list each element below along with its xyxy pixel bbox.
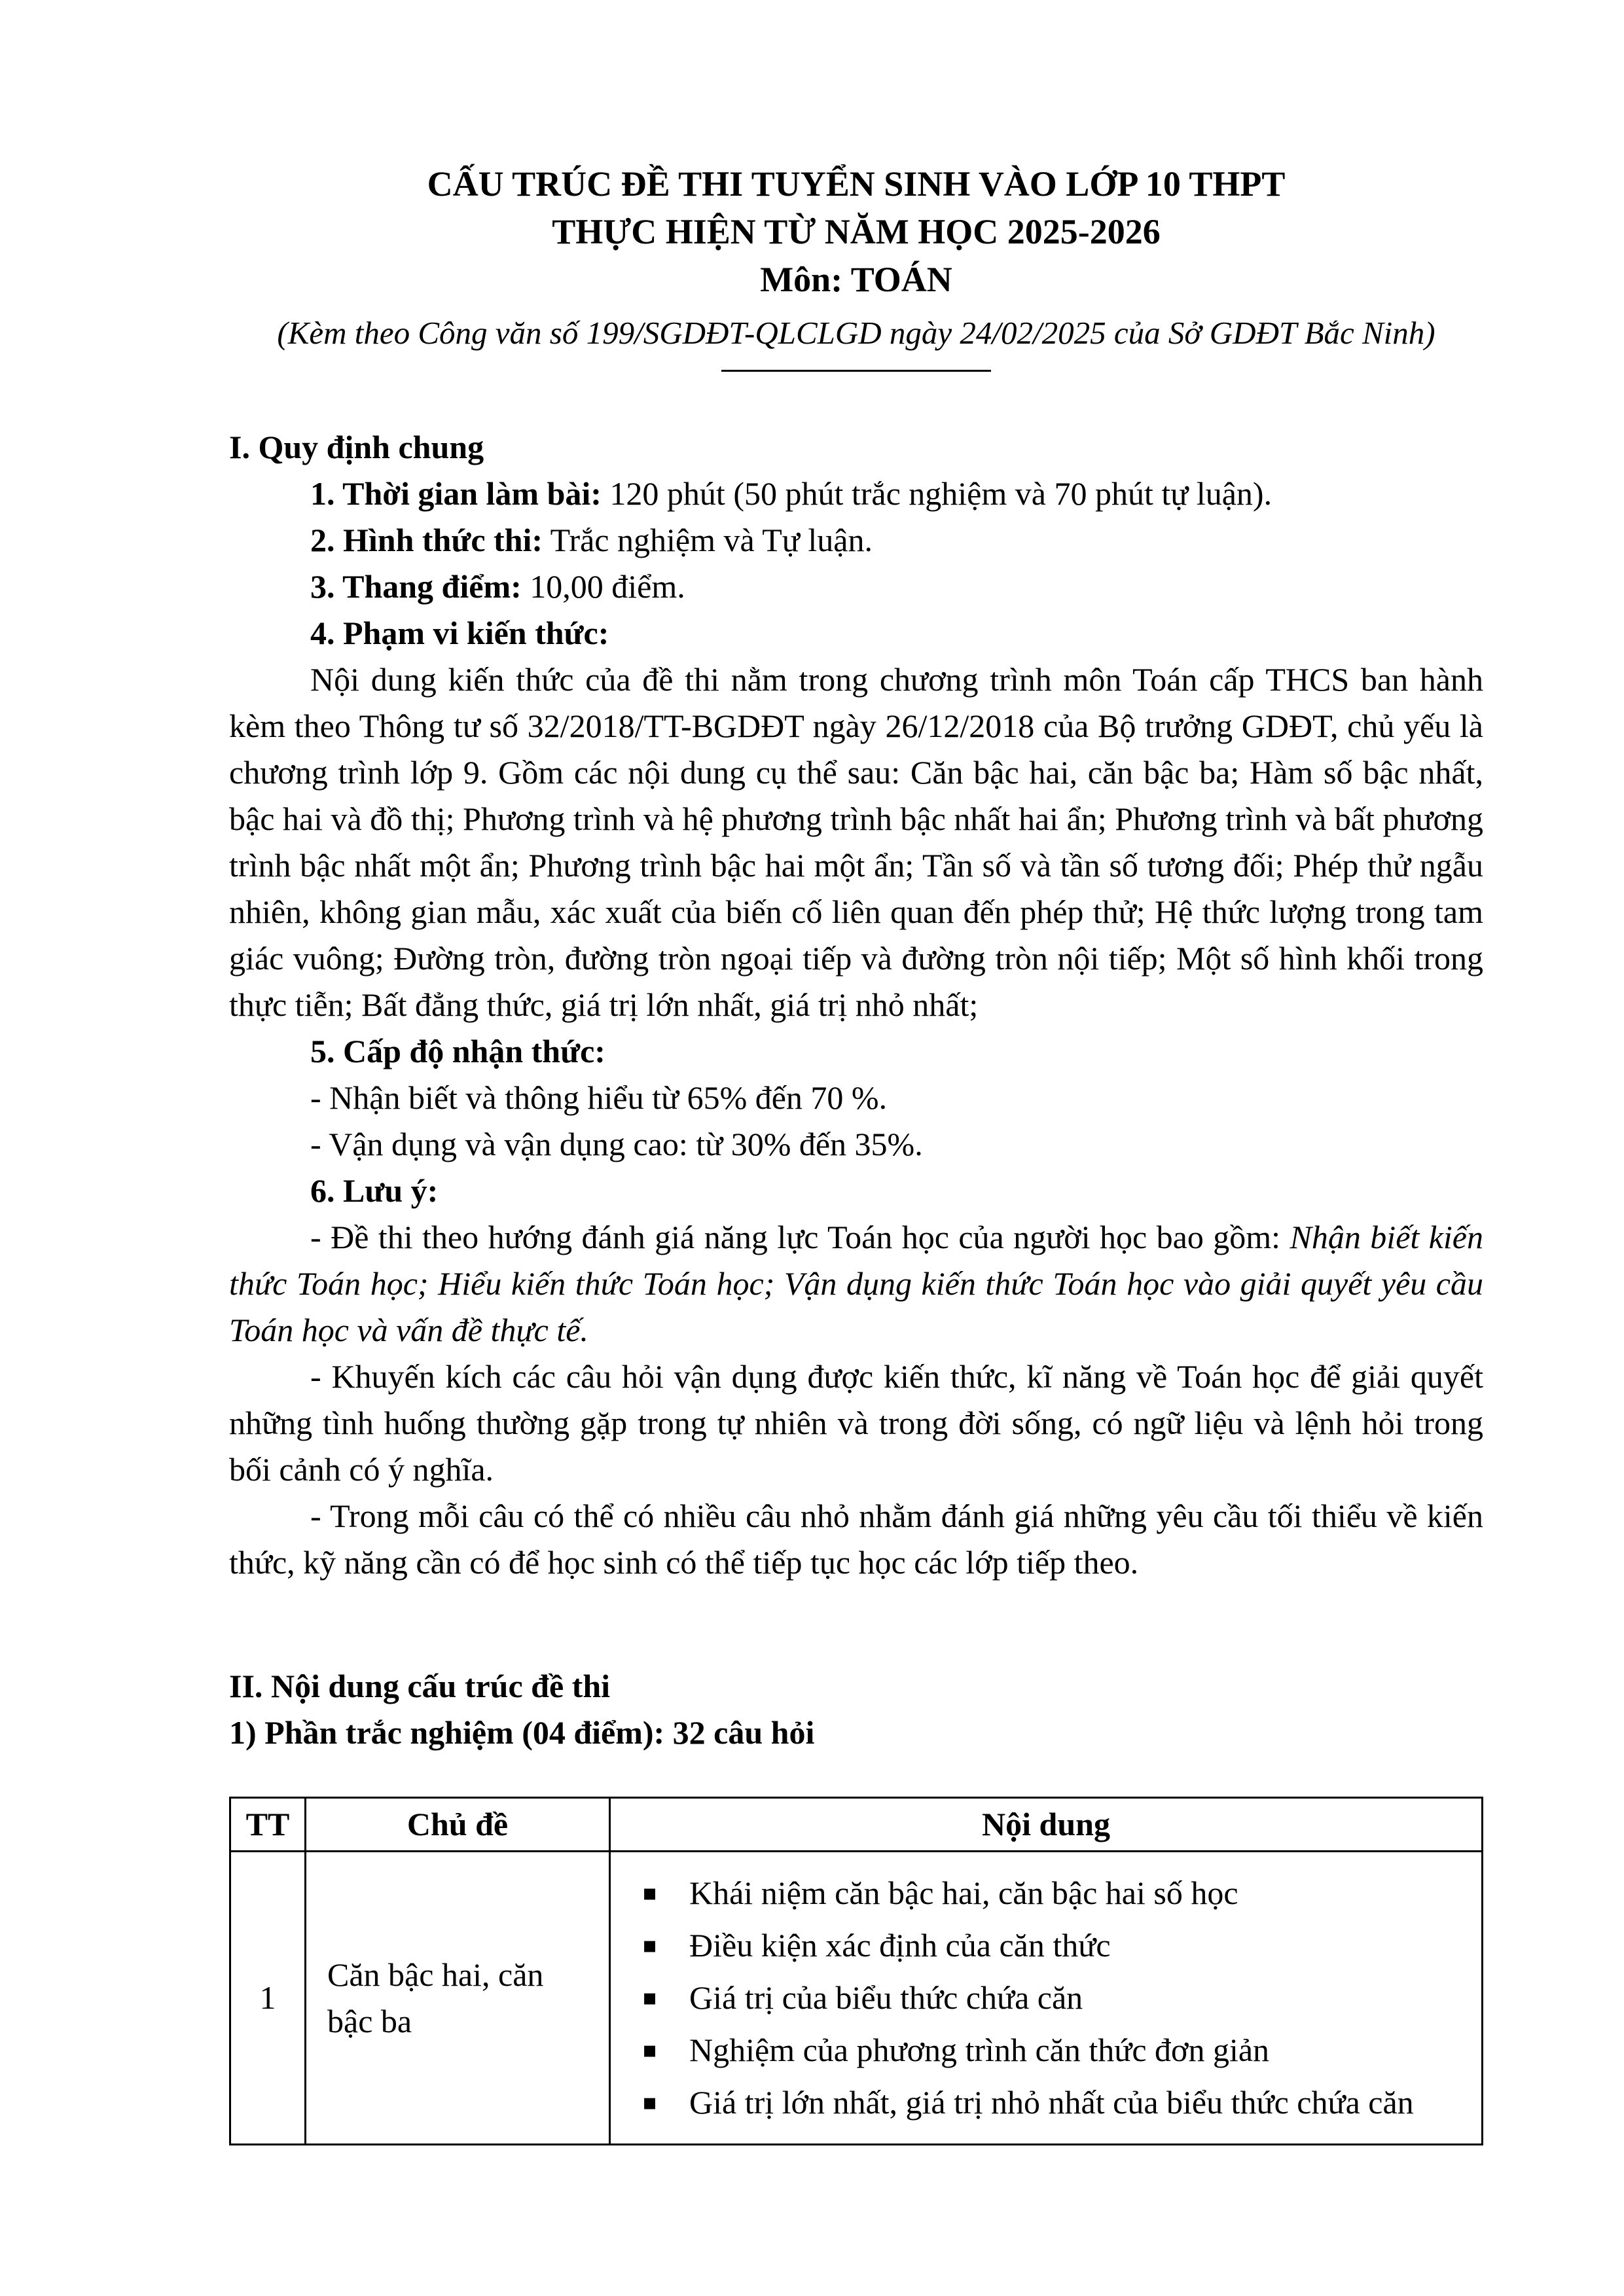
rule-item-format-label: 2. Hình thức thi: bbox=[310, 522, 543, 559]
document-subject-line: Môn: TOÁN bbox=[760, 259, 952, 299]
multiple-choice-subheading: 1) Phần trắc nghiệm (04 điểm): 32 câu hỏi bbox=[229, 1714, 815, 1751]
rule-item-duration-label: 1. Thời gian làm bài: bbox=[310, 475, 602, 512]
rule-item-format-text: Trắc nghiệm và Tự luận. bbox=[550, 522, 873, 559]
cell-content bbox=[610, 1852, 1483, 2145]
knowledge-scope-paragraph: Nội dung kiến thức của đề thi nằm trong chương trình môn Toán cấp THCS ban hành kèm theo Thông tư số 32/2018/TT-BGDĐT ngày 26/12/2018 của Bộ trưởng GDĐT, chủ yếu là chương trình lớp 9. Gồm các nội dung cụ thể sau: Căn bậc hai, căn bậc ba; Hàm số bậc nhất, bậc hai và đồ thị; Phương trình và hệ phương trình bậc nhất hai ẩn; Phương trình và bất phương trình bậc nhất một ẩn; Phương trình bậc hai một ẩn; Tần số và tần số tương đối; Phép thử ngẫu nhiên, không gian mẫu, xác xuất của biến cố liên quan đến phép thử; Hệ thức lượng trong tam giác vuông; Đường tròn, đường tròn ngoại tiếp và đường tròn nội tiếp; Một số hình khối trong thực tiễn; Bất đẳng thức, giá trị lớn nhất, giá trị nhỏ nhất; bbox=[229, 661, 1483, 1024]
note-paragraph-2: - Khuyến kích các câu hỏi vận dụng được kiến thức, kĩ năng về Toán học để giải quyết những tình huống thường gặp trong tự nhiên và trong đời sống, có ngữ liệu và lệnh hỏi trong bối cảnh có ý nghĩa. bbox=[229, 1358, 1483, 1488]
bullet-text: Khái niệm căn bậc hai, căn bậc hai số học bbox=[689, 1874, 1238, 1912]
table-bullet-item bbox=[642, 2079, 1465, 2126]
rule-item-notes-label: 6. Lưu ý: bbox=[310, 1172, 439, 1210]
note-paragraph-3: - Trong mỗi câu có thể có nhiều câu nhỏ nhằm đánh giá những yêu cầu tối thiểu về kiến thức, kỹ năng cần có để học sinh có thể tiếp tục học các lớp tiếp theo. bbox=[229, 1498, 1483, 1581]
cognitive-level-line1: - Nhận biết và thông hiểu từ 65% đến 70 %. bbox=[310, 1079, 888, 1117]
section-structure bbox=[229, 1663, 1483, 2145]
rule-item-knowledge-scope bbox=[229, 610, 1483, 656]
table-bullet-item bbox=[642, 1922, 1465, 1969]
note1-regular-text: - Đề thi theo hướng đánh giá năng lực Toán học của người học bao gồm: bbox=[310, 1219, 1290, 1256]
note1-italic-text: Nhận biết kiến thức Toán học; Hiểu kiến thức Toán học; Vận dụng kiến thức Toán học vào giải quyết yêu cầu Toán học và vấn đề thực tế. bbox=[229, 1219, 1483, 1349]
table-header-row bbox=[230, 1798, 1483, 1852]
table-bullet-item bbox=[642, 2027, 1465, 2073]
rule-item-cognitive-levels bbox=[229, 1028, 1483, 1075]
section-general-rules bbox=[229, 424, 1483, 1586]
table-bullet-item bbox=[642, 1870, 1465, 1916]
section-ii-heading: II. Nội dung cấu trúc đề thi bbox=[229, 1668, 611, 1705]
table-bullet-item bbox=[642, 1975, 1465, 2021]
section-i-heading: I. Quy định chung bbox=[229, 429, 484, 466]
rule-item-grading-text: 10,00 điểm. bbox=[530, 568, 685, 605]
rule-item-knowledge-scope-label: 4. Phạm vi kiến thức: bbox=[310, 615, 609, 652]
rule-item-duration bbox=[229, 471, 1483, 517]
square-bullet-icon: ▪ bbox=[642, 1880, 658, 1907]
rule-item-grading bbox=[229, 564, 1483, 610]
table-header-topic: Chủ đề bbox=[306, 1798, 610, 1852]
cell-topic: Căn bậc hai, căn bậc ba bbox=[306, 1852, 610, 2145]
bullet-text: Giá trị của biểu thức chứa căn bbox=[689, 1979, 1083, 2017]
square-bullet-icon: ▪ bbox=[642, 1984, 658, 2011]
cell-tt: 1 bbox=[230, 1852, 306, 2145]
rule-item-grading-label: 3. Thang điểm: bbox=[310, 568, 522, 605]
bullet-text: Giá trị lớn nhất, giá trị nhỏ nhất của biểu thức chứa căn bbox=[689, 2084, 1414, 2121]
square-bullet-icon: ▪ bbox=[642, 2037, 658, 2064]
bullet-text: Nghiệm của phương trình căn thức đơn giản bbox=[689, 2032, 1270, 2069]
header-divider bbox=[721, 370, 991, 372]
document-title-line1: CẤU TRÚC ĐỀ THI TUYỂN SINH VÀO LỚP 10 THPT bbox=[427, 164, 1286, 204]
cognitive-level-line2: - Vận dụng và vận dụng cao: từ 30% đến 35%. bbox=[310, 1126, 923, 1163]
rule-item-notes bbox=[229, 1168, 1483, 1214]
bullet-text: Điều kiện xác định của căn thức bbox=[689, 1927, 1111, 1964]
square-bullet-icon: ▪ bbox=[642, 2089, 658, 2116]
table-row bbox=[230, 1852, 1483, 2145]
document-header bbox=[229, 160, 1483, 372]
document-title-line2: THỰC HIỆN TỪ NĂM HỌC 2025-2026 bbox=[552, 211, 1161, 251]
table-header-content: Nội dung bbox=[610, 1798, 1483, 1852]
rule-item-cognitive-levels-label: 5. Cấp độ nhận thức: bbox=[310, 1033, 605, 1070]
rule-item-duration-text: 120 phút (50 phút trắc nghiệm và 70 phút tự luận). bbox=[609, 475, 1272, 512]
exam-structure-table bbox=[229, 1797, 1483, 2145]
note-paragraph-1 bbox=[229, 1214, 1483, 1354]
attachment-note: (Kèm theo Công văn số 199/SGDĐT-QLCLGD ngày 24/02/2025 của Sở GDĐT Bắc Ninh) bbox=[277, 314, 1435, 351]
square-bullet-icon: ▪ bbox=[642, 1932, 658, 1959]
rule-item-format bbox=[229, 517, 1483, 564]
table-header-tt: TT bbox=[230, 1798, 306, 1852]
